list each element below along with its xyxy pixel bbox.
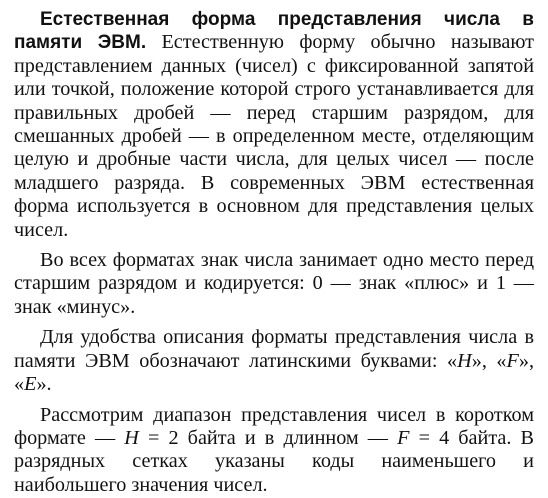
format-letters-sep-2: », «	[14, 349, 534, 396]
paragraph-format-letters	[14, 326, 534, 396]
format-letter-f: F	[506, 349, 519, 372]
range-mid: = 2 байта и в длинном —	[138, 426, 398, 449]
format-letters-lead: Для удобства описания форматы представления числа в памяти ЭВМ обозначают латинскими буквами: «	[14, 326, 534, 372]
format-letter-e: E	[24, 373, 37, 396]
paragraph-sign	[14, 249, 534, 319]
document-page	[14, 8, 534, 497]
format-letters-tail: ».	[36, 373, 52, 396]
format-letters-sep-1: », «	[471, 349, 507, 372]
range-letter-f: F	[397, 426, 410, 449]
paragraph-range	[14, 404, 534, 498]
format-letter-h: H	[457, 349, 472, 372]
paragraph-natural-form-text: Естественную форму обычно называют представлением данных (чисел) с фиксированной запятой или точкой, положение которой строго устанавливается для правильных дробей — перед старшим разрядом, для смешанных дробей — в определенном месте, отделяющим целую и дробные части числа, для целых чисел — после младшего разряда. В современных ЭВМ естественная форма используется в основном для представления целых чисел.	[14, 31, 535, 241]
paragraph-natural-form	[14, 8, 534, 242]
range-letter-h: H	[124, 426, 139, 449]
paragraph-sign-text: Во всех форматах знак числа занимает одно место перед старшим разрядом и кодируется: 0 — знак «плюс» и 1 — знак «минус».	[14, 249, 534, 318]
range-lead: Рассмотрим диапазон представления чисел в коротком формате —	[14, 403, 534, 449]
range-tail: = 4 байта. В разрядных сетках указаны коды наименьшего и наибольшего значения чисел.	[14, 426, 534, 496]
section-heading: Естественная форма представления числа в памяти ЭВМ.	[14, 9, 534, 54]
